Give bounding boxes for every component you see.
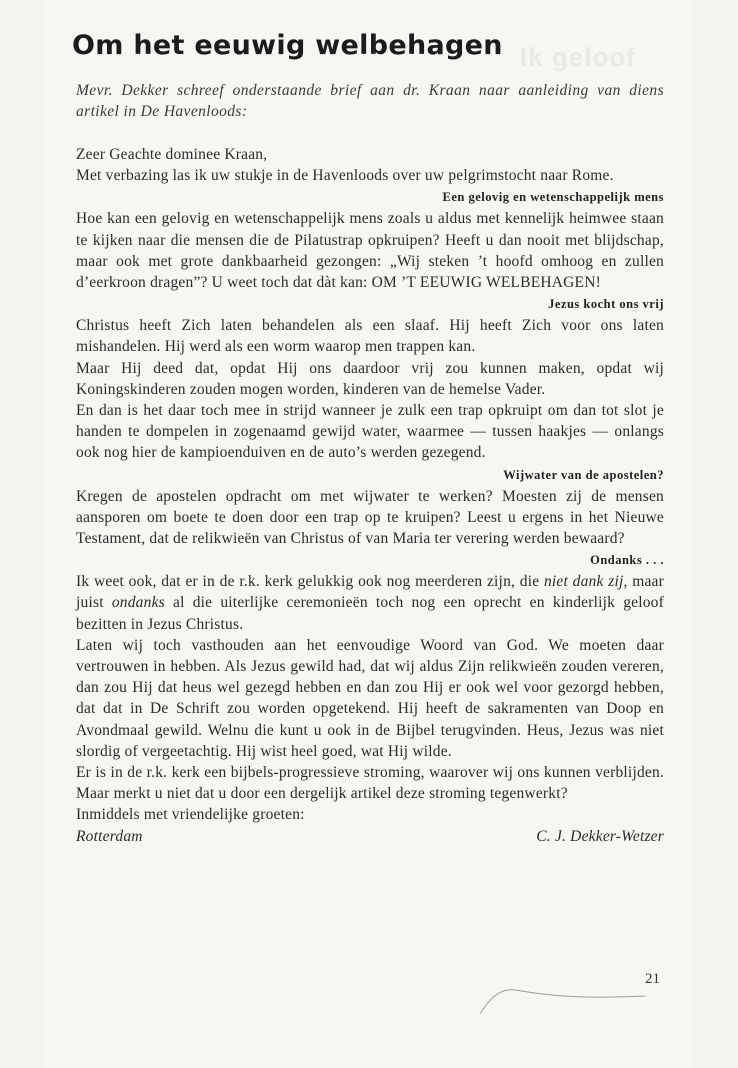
article-intro: Mevr. Dekker schreef onderstaande brief aan dr. Kraan naar aanleiding van diens artikel in De Havenloods: xyxy=(76,82,664,120)
page-number: 21 xyxy=(645,971,660,987)
closing-row xyxy=(76,826,664,847)
bleed-through-text: Ik geloof xyxy=(520,42,636,72)
paragraph: Hoe kan een gelovig en wetenschappelijk mens zoals u aldus met kennelijk heimwee staan te kijken naar die mensen die de Pilatustrap opkruipen? Heeft u dan nooit met blijdschap, maar ook met grote dankbaarheid gezongen: „Wij steken ’t hoofd omhoog en zullen d’eerkroon dragen”? U weet toch dat dàt kan: OM ’T EEUWIG WELBEHAGEN! xyxy=(76,210,664,292)
closing-greeting: Inmiddels met vriendelijke groeten: xyxy=(76,806,305,824)
paragraph: Laten wij toch vasthouden aan het eenvoudige Woord van God. We moeten daar vertrouwen in hebben. Als Jezus gewild had, dat wij aldus Zijn relikwieën zouden vereren, dan zou Hij dat heus wel gezegd hebben en dan zou Hij er ook wel voor gezorgd hebben, dat dat in De Schrift zou worden opgetekend. Hij heeft de sakramenten van Doop en Avondmaal gewild. Welnu die kunt u ook in de Bijbel terugvinden. Heus, Jezus was niet slordig of vergeetachtig. Hij wist heel goed, wat Hij wilde. xyxy=(76,636,664,760)
section-heading: Ondanks . . . xyxy=(590,553,664,568)
letter-body xyxy=(76,144,664,847)
section-heading: Wijwater van de apostelen? xyxy=(503,467,664,482)
pencil-mark xyxy=(470,978,650,1018)
emphasis: ondanks xyxy=(111,594,165,612)
article-title: Om het eeuwig welbehagen xyxy=(72,30,503,61)
paragraph: Ik weet ook, dat er in de r.k. kerk gelukkig ook nog meerderen zijn, die niet dank zij, maar juist ondanks al die uiterlijke ceremonieën toch nog een oprecht en kinderlijk geloof bezitten in Jezus Christus. xyxy=(76,573,664,633)
opening-paragraph: Met verbazing las ik uw stukje in de Havenloods over uw pelgrimstocht naar Rome. xyxy=(76,167,614,185)
city: Rotterdam xyxy=(76,827,143,845)
section-heading: Een gelovig en wetenschappelijk mens xyxy=(442,190,664,205)
paragraph: Er is in de r.k. kerk een bijbels-progressieve stroming, waarover wij ons kunnen verblijden. Maar merkt u niet dat u door een dergelijk artikel deze stroming tegenwerkt? xyxy=(76,764,664,803)
emphasis: niet dank zij xyxy=(543,573,624,591)
paragraph: En dan is het daar toch mee in strijd wanneer je zulk een trap opkruipt om dan tot slot je handen te dompelen in zogenaamd gewijd water, waarmee — tussen haakjes — onlangs ook nog hier de kampioenduiven en de auto’s werden gezegend. xyxy=(76,402,664,462)
section-heading: Jezus kocht ons vrij xyxy=(548,297,664,312)
paragraph: Kregen de apostelen opdracht om met wijwater te werken? Moesten zij de mensen aansporen om boete te doen door een trap op te kruipen? Leest u ergens in het Nieuwe Testament, dat de relikwieën van Christus of van Maria ter verering werden bewaard? xyxy=(76,487,664,548)
paragraph: Christus heeft Zich laten behandelen als een slaaf. Hij heeft Zich voor ons laten mishandelen. Hij werd als een worm waarop men trappen kan. xyxy=(76,317,664,356)
salutation: Zeer Geachte dominee Kraan, xyxy=(76,146,268,163)
paragraph: Maar Hij deed dat, opdat Hij ons daardoor vrij zou kunnen maken, opdat wij Koningskinderen zouden mogen worden, kinderen van de hemelse Vader. xyxy=(76,359,664,398)
signature: C. J. Dekker-Wetzer xyxy=(536,827,664,845)
